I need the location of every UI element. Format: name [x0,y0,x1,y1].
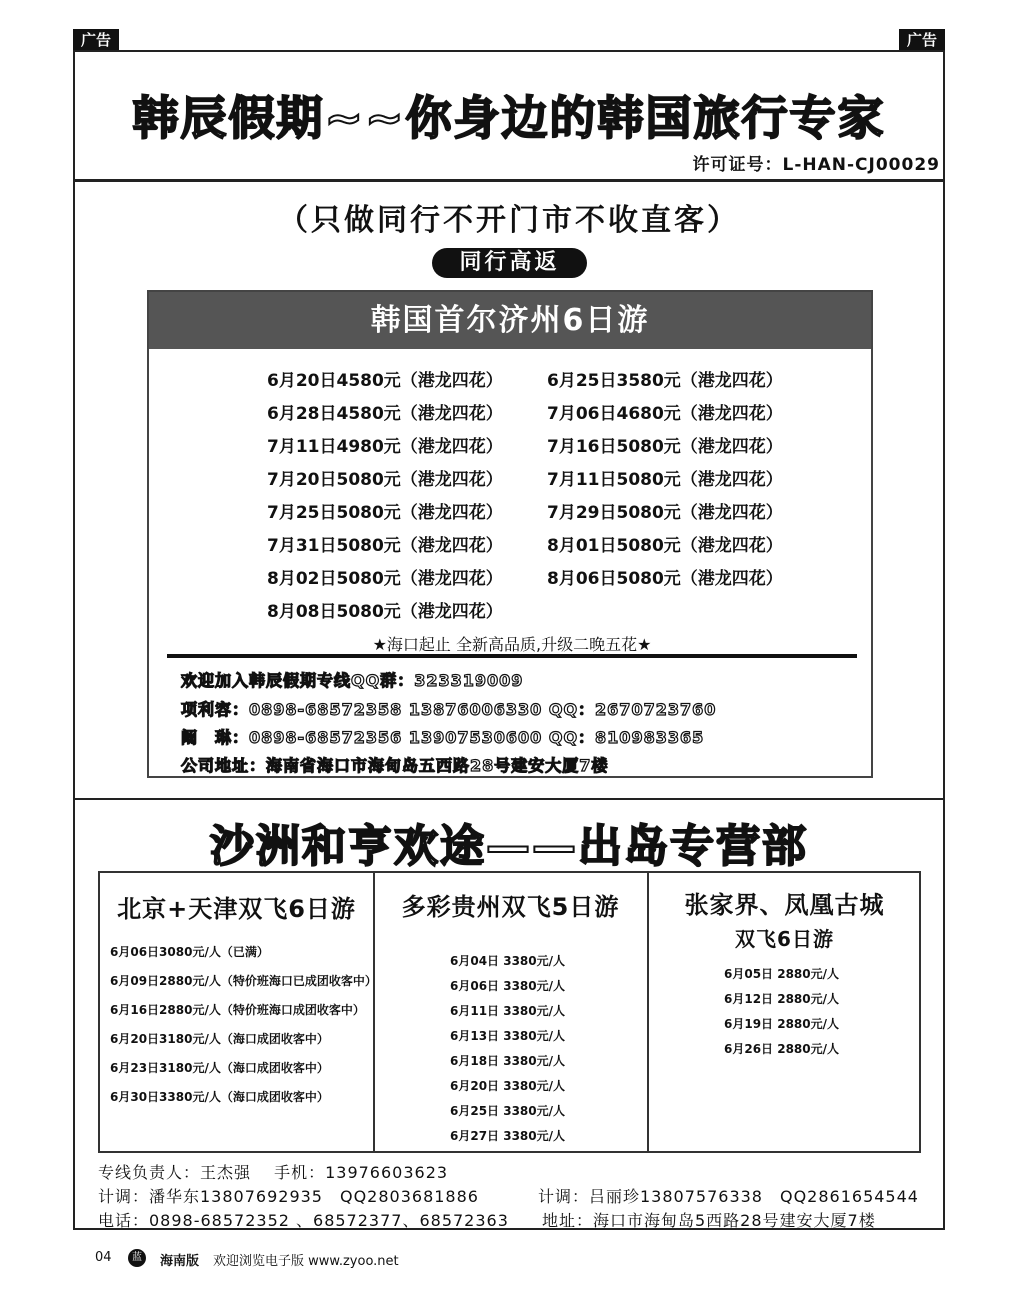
price-item: 6月27日 3380元/人 [450,1129,566,1143]
price-item: 6月18日 3380元/人 [450,1054,566,1068]
shazhou-headline: 沙洲和亨欢途——出岛专营部 [210,821,808,872]
price-item: 7月25日5080元（港龙四花） [267,503,503,523]
edition-label: 海南版 [160,1254,200,1269]
price-item: 7月31日5080元（港龙四花） [267,536,503,556]
ad-tag-right: 广告 [899,29,945,51]
tour-col-guizhou [374,873,649,1151]
page-number: 04 [95,1250,112,1265]
contact-divider [167,654,857,658]
price-item: 7月29日5080元（港龙四花） [547,503,783,523]
divider-top [73,179,945,182]
website-text: 欢迎浏览电子版 www.zyoo.net [213,1254,399,1269]
price-item: 6月26日 2880元/人 [724,1042,840,1056]
price-item: 6月30日3380元/人（海口成团收客中） [110,1090,329,1104]
contact-line: 项利容：0898-68572358 13876006330 QQ：2670723760 [181,700,717,719]
price-item: 6月04日 3380元/人 [450,954,566,968]
price-item: 7月16日5080元（港龙四花） [547,437,783,457]
price-item: 6月09日2880元/人（特价班海口已成团收客中） [110,974,377,988]
domestic-tours-table [98,871,921,1153]
ad-tag-left: 广告 [73,29,119,51]
tour-title: 北京+天津双飞6日游 [117,895,356,923]
price-item: 8月06日5080元（港龙四花） [547,569,783,589]
price-item: 6月13日 3380元/人 [450,1029,566,1043]
price-item: 6月16日2880元/人（特价班海口成团收客中） [110,1003,365,1017]
contact-line: 阚 琳：0898-68572356 13907530600 QQ：810983365 [181,728,705,747]
korea-headline: 韩辰假期~~你身边的韩国旅行专家 [132,91,886,145]
dispatcher-2: 计调：吕丽珍13807576338 QQ2861654544 [538,1187,919,1206]
price-item: 7月06日4680元（港龙四花） [547,404,783,424]
tour-note: ★海口起止 全新高品质,升级二晚五花★ [372,635,652,654]
price-item: 6月05日 2880元/人 [724,967,840,981]
price-item: 6月20日3180元/人（海口成团收客中） [110,1032,329,1046]
phone-line: 电话：0898-68572352 、68572377、68572363 [98,1211,509,1230]
price-item: 6月06日3080元/人（已满） [110,945,269,959]
divider-middle [73,798,945,800]
dispatcher-1: 计调：潘华东13807692935 QQ2803681886 [98,1187,479,1206]
price-item: 7月11日4980元（港龙四花） [267,437,503,457]
high-rebate-badge: 同行高返 [432,248,587,278]
price-item: 6月28日4580元（港龙四花） [267,404,503,424]
price-item: 7月11日5080元（港龙四花） [547,470,783,490]
price-item: 6月25日3580元（港龙四花） [547,371,783,391]
price-item: 6月20日 3380元/人 [450,1079,566,1093]
license-number: 许可证号：L-HAN-CJ00029 [692,155,940,175]
tour-title: 张家界、凤凰古城 [684,891,885,919]
price-item: 6月06日 3380元/人 [450,979,566,993]
price-item: 6月23日3180元/人（海口成团收客中） [110,1061,329,1075]
price-item: 6月20日4580元（港龙四花） [267,371,503,391]
korea-tour-title: 韩国首尔济州6日游 [149,292,871,349]
qq-group-line: 欢迎加入韩辰假期专线QQ群：323319009 [181,671,524,690]
line-manager: 专线负责人：王杰强 手机：13976603623 [98,1163,449,1182]
price-item: 6月11日 3380元/人 [450,1004,566,1018]
address-line: 地址：海口市海甸岛5西路28号建安大厦7楼 [542,1211,876,1230]
korea-tour-box [147,290,873,778]
tour-subtitle: 双飞6日游 [735,927,834,951]
publication-logo-icon: 蓝 [128,1249,146,1267]
price-item: 6月25日 3380元/人 [450,1104,566,1118]
tour-col-beijing [100,873,375,1151]
korea-subtitle: （只做同行不开门市不收直客） [278,203,740,238]
price-item: 6月19日 2880元/人 [724,1017,840,1031]
price-item: 7月20日5080元（港龙四花） [267,470,503,490]
tour-title: 多彩贵州双飞5日游 [401,893,620,921]
tour-col-zhangjiajie [648,873,921,1151]
price-item: 6月12日 2880元/人 [724,992,840,1006]
price-item: 8月02日5080元（港龙四花） [267,569,503,589]
price-item: 8月01日5080元（港龙四花） [547,536,783,556]
address-line: 公司地址：海南省海口市海甸岛五西路28号建安大厦7楼 [181,756,609,775]
price-item: 8月08日5080元（港龙四花） [267,602,503,622]
